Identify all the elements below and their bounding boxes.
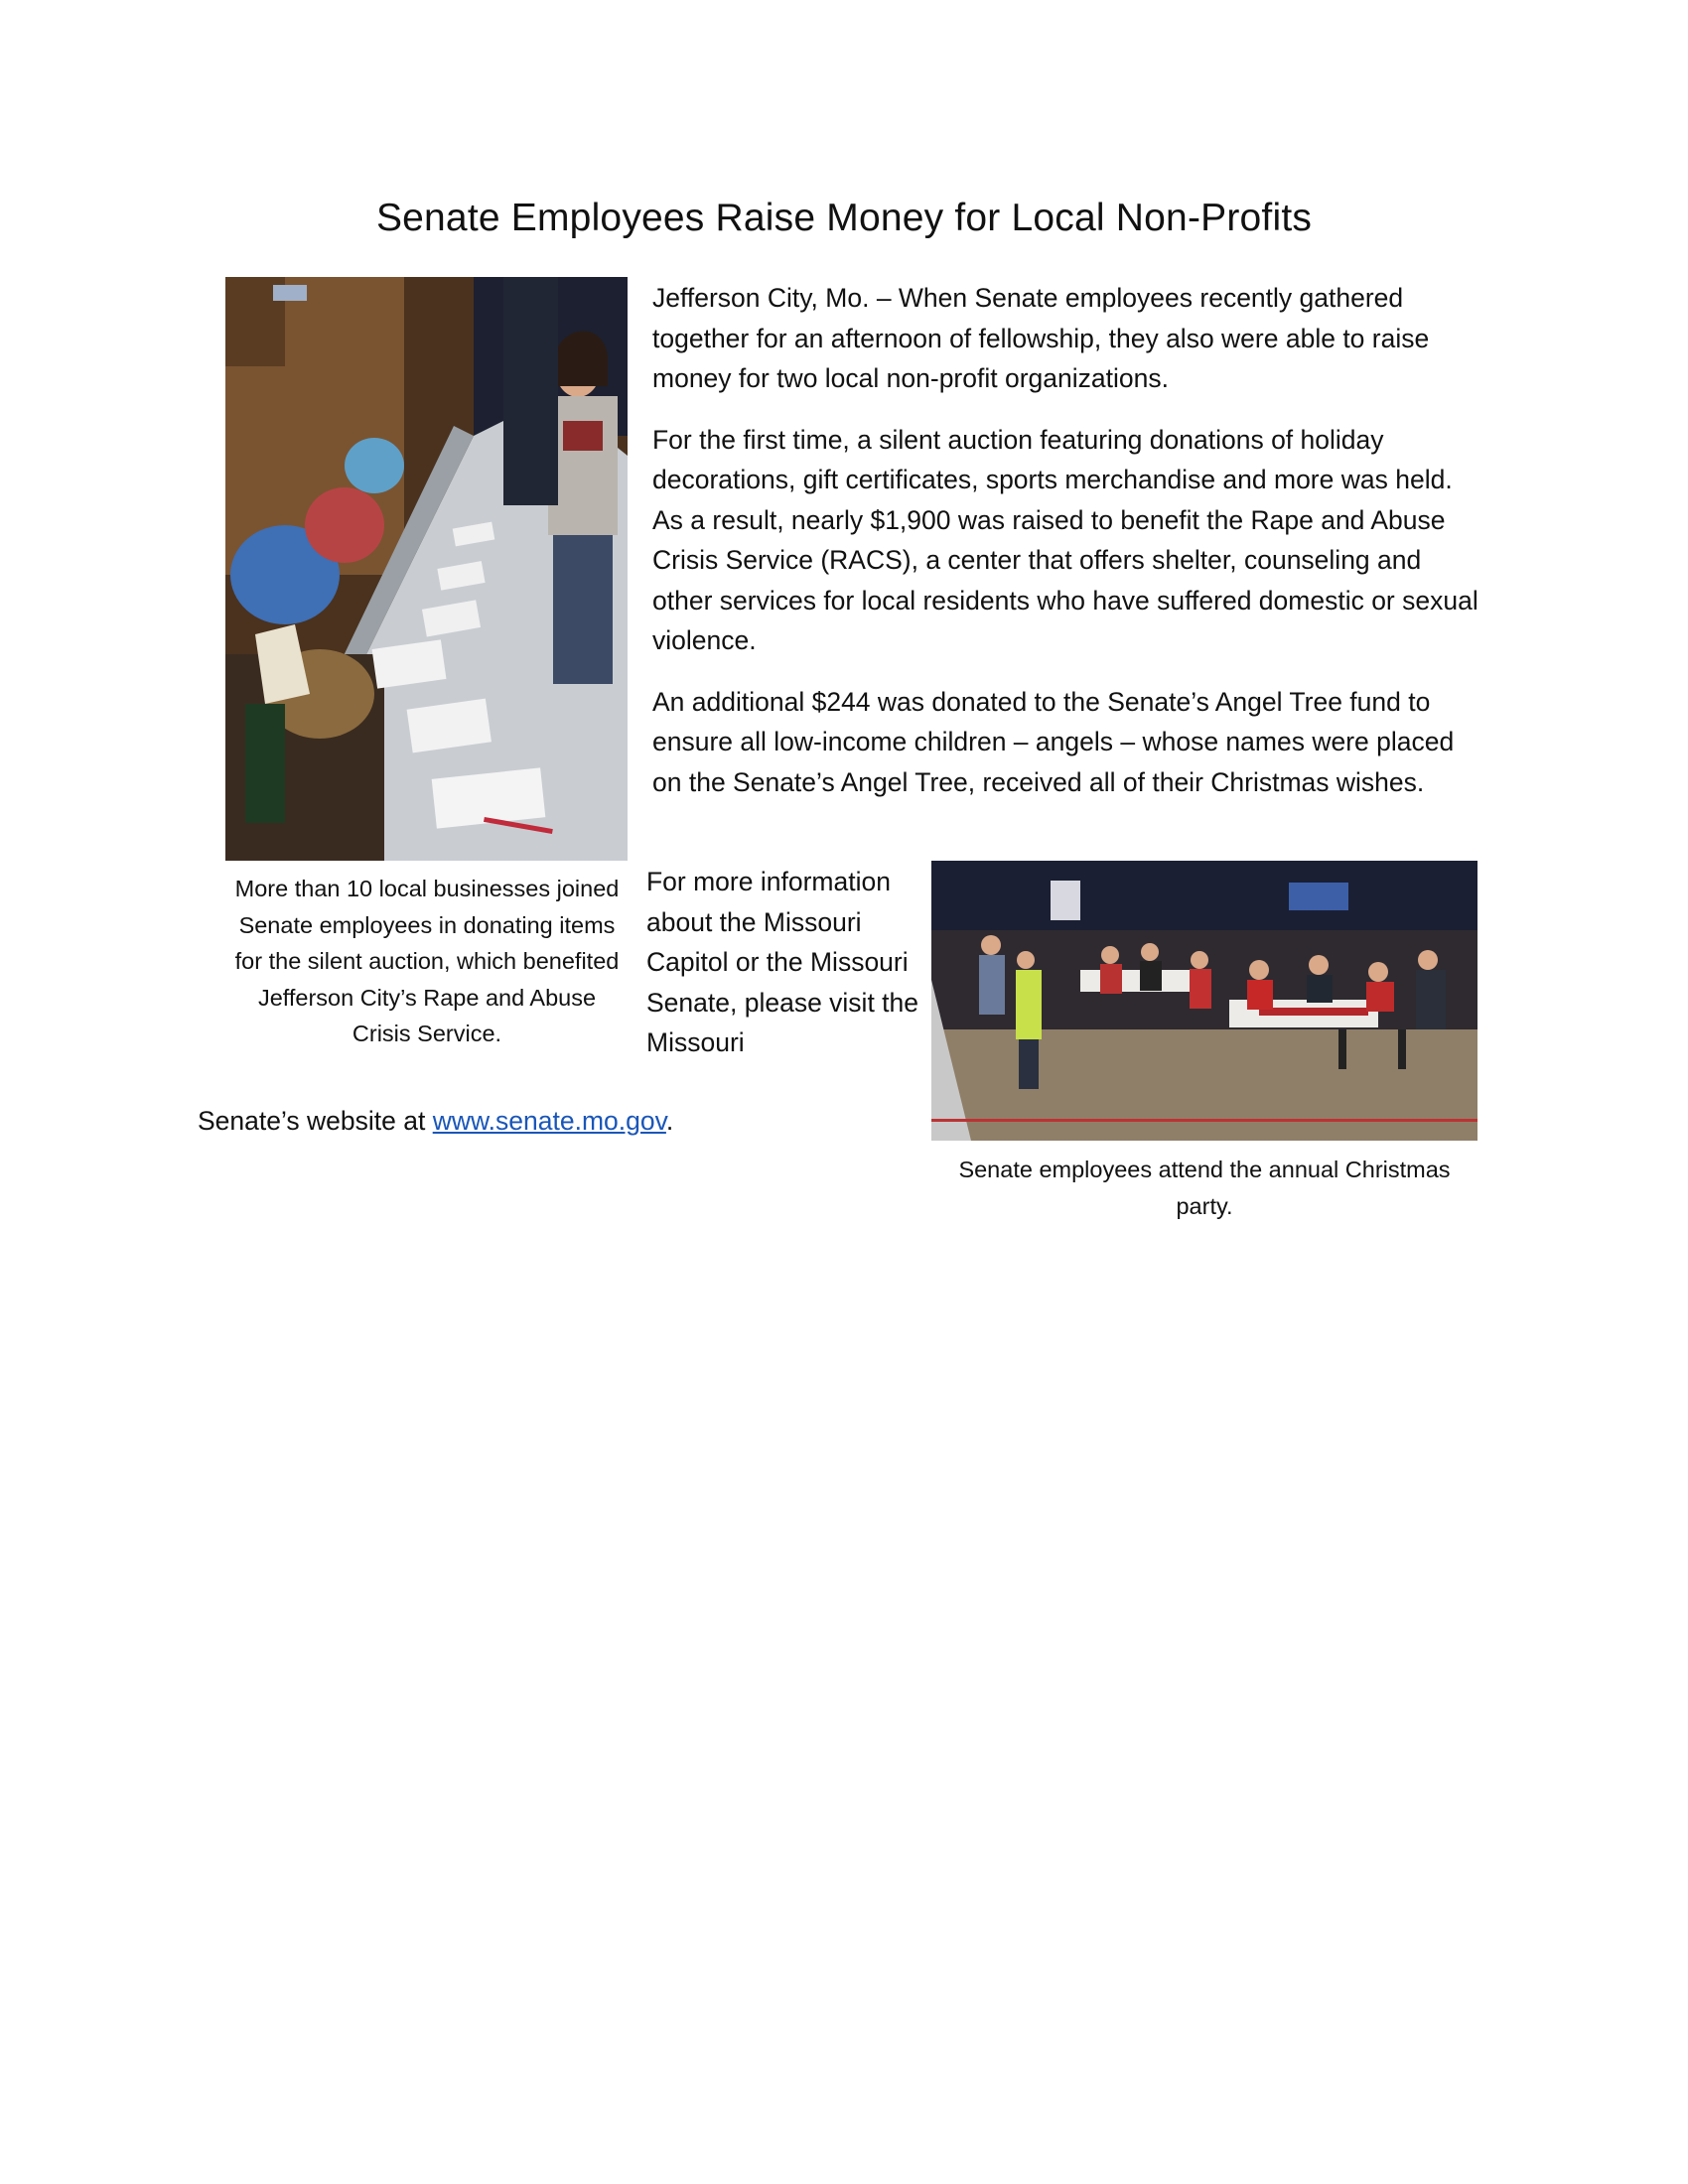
article-title: Senate Employees Raise Money for Local Non-Profits [375,197,1313,239]
christmas-party-photo [931,861,1477,1141]
silent-auction-photo-illustration [225,277,628,861]
silent-auction-caption: More than 10 local businesses joined Senate employees in donating items for the silent auction, which benefited Jefferson City’s Rape and Abuse Crisis Service. [234,876,620,1046]
silent-auction-photo [225,277,628,861]
christmas-party-photo-illustration [931,861,1477,1141]
article-body [652,278,1486,823]
website-line-prefix: Senate’s website at [198,1106,433,1136]
christmas-party-caption: Senate employees attend the annual Christmas party. [958,1157,1451,1219]
more-info-text: For more information about the Missouri Capitol or the Missouri Senate, please visit the Missouri [646,867,919,1057]
website-line-suffix: . [665,1106,674,1136]
paragraph-intro: Jefferson City, Mo. – When Senate employees recently gathered together for an afternoon of fellowship, they also were able to raise money for two local non-profit organizations. [652,283,1430,393]
paragraph-auction: For the first time, a silent auction featuring donations of holiday decorations, gift certificates, sports merchandise and more was held. As a result, nearly $1,900 was raised to benefit the Rape and Abuse Crisis Service (RACS), a center that offers shelter, counseling and other services for local residents who have suffered domestic or sexual violence. [652,424,1478,655]
senate-website-link[interactable]: www.senate.mo.gov [432,1106,666,1136]
website-line [198,1101,893,1142]
paragraph-angel-tree: An additional $244 was donated to the Senate’s Angel Tree fund to ensure all low-income children – angels – whose names were placed on the Senate’s Angel Tree, received all of their Christmas wishes. [652,686,1455,797]
